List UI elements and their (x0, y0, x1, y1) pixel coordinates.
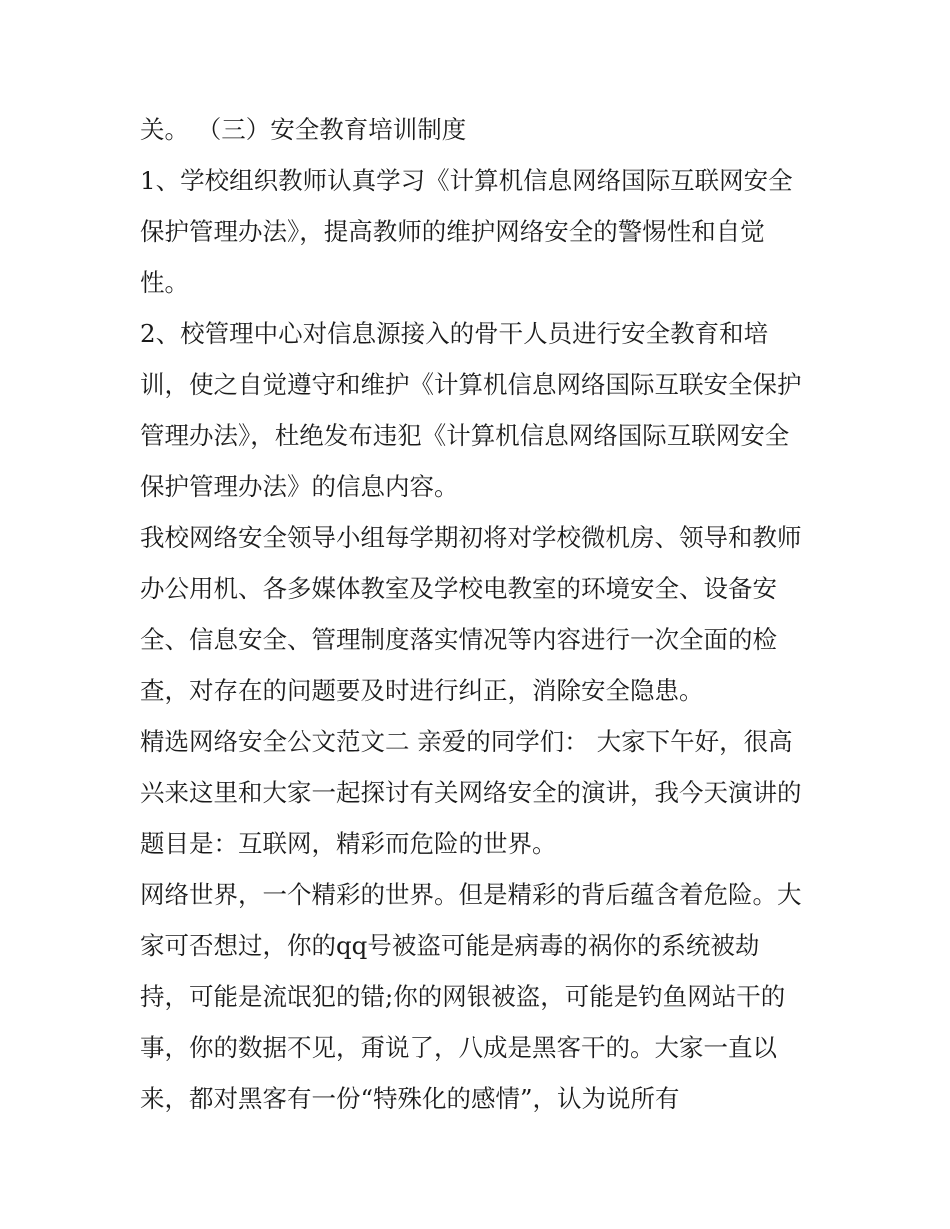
text-line: 训，使之自觉遵守和维护《计算机信息网络国际互联安全保护 (140, 370, 802, 399)
text-line: 兴来这里和大家一起探讨有关网络安全的演讲，我今天演讲的 (140, 778, 802, 807)
text-line: 办公用机、各多媒体教室及学校电教室的环境安全、设备安 (140, 574, 777, 603)
text-line: 查，对存在的问题要及时进行纠正，消除安全隐患。 (140, 676, 704, 705)
text-line: 全、信息安全、管理制度落实情况等内容进行一次全面的检 (140, 625, 777, 654)
text-line: 保护管理办法》的信息内容。 (140, 472, 459, 501)
text-line: 来，都对黑客有一份“特殊化的感情”，认为说所有 (140, 1084, 680, 1113)
text-line: 家可否想过，你的qq号被盗可能是病毒的祸你的系统被劫 (140, 931, 760, 960)
text-line: 我校网络安全领导小组每学期初将对学校微机房、领导和教师 (140, 523, 802, 552)
text-line: 事，你的数据不见，甭说了，八成是黑客干的。大家一直以 (140, 1033, 777, 1062)
text-line: 关。 （三）安全教育培训制度 (140, 115, 467, 144)
text-line: 网络世界，一个精彩的世界。但是精彩的背后蕴含着危险。大 (140, 880, 802, 909)
text-line: 性。 (140, 268, 189, 297)
text-line: 管理办法》，杜绝发布违犯《计算机信息网络国际互联网安全 (140, 421, 790, 450)
text-line: 题目是：互联网，精彩而危险的世界。 (140, 829, 557, 858)
text-line: 精选网络安全公文范文二 亲爱的同学们： 大家下午好，很高 (140, 727, 793, 756)
text-line: 持，可能是流氓犯的错;你的网银被盗，可能是钓鱼网站干的 (140, 982, 786, 1011)
text-line: 1、学校组织教师认真学习《计算机信息网络国际互联网安全 (140, 166, 793, 195)
text-line: 2、校管理中心对信息源接入的骨干人员进行安全教育和培 (140, 319, 769, 348)
text-line: 保护管理办法》，提高教师的维护网络安全的警惕性和自觉 (140, 217, 765, 246)
